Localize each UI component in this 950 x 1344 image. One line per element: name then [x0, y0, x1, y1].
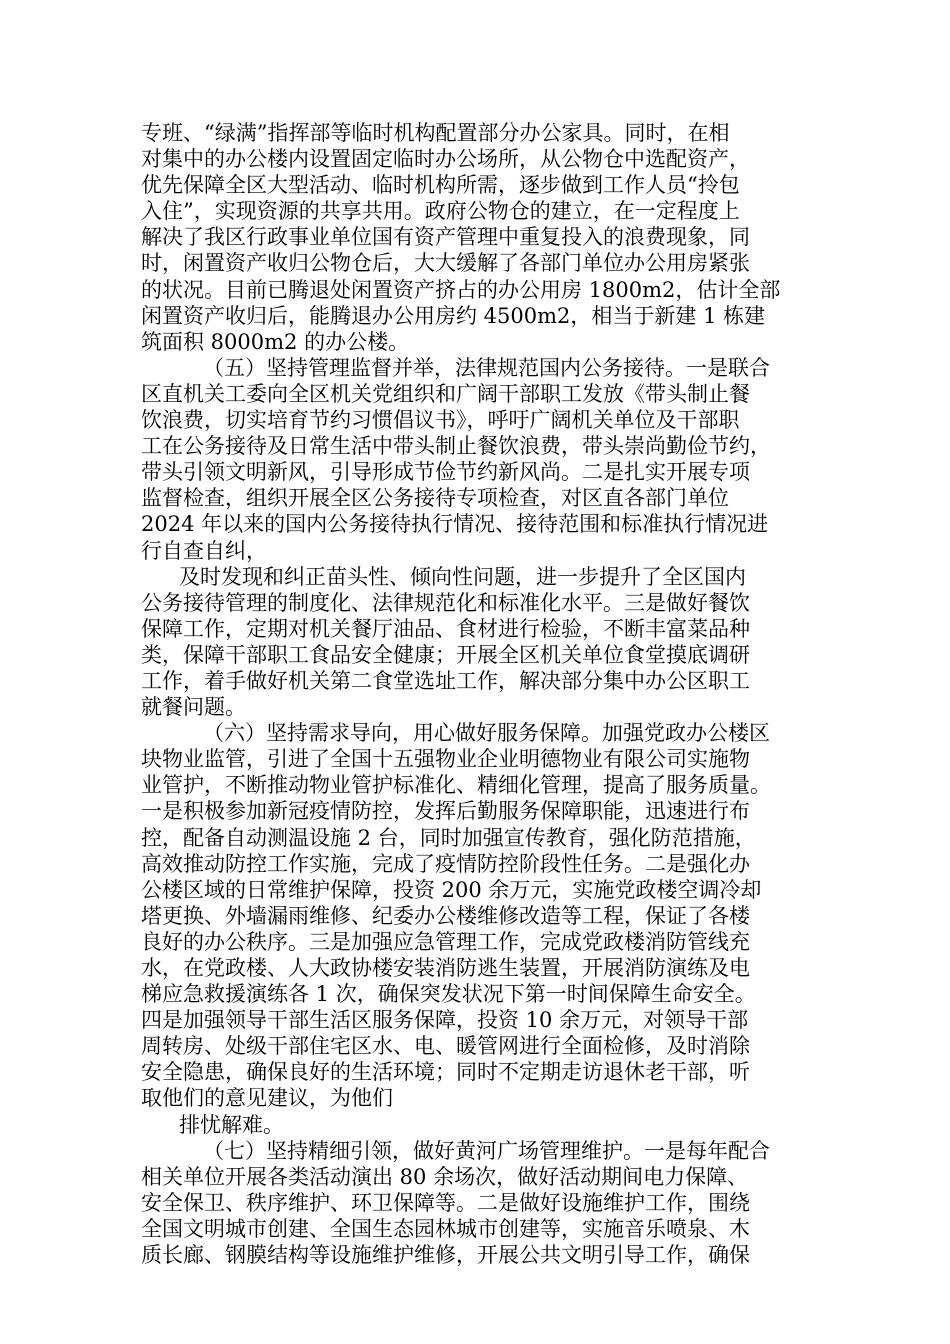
- text-line: 及时发现和纠正苗头性、倾向性问题，进一步提升了全区国内: [179, 564, 746, 589]
- text-line: 解决了我区行政事业单位国有资产管理中重复投入的浪费现象，同: [141, 225, 750, 250]
- text-line: 全国文明城市创建、全国生态园林城市创建等，实施音乐喷泉、木: [141, 1216, 750, 1241]
- text-line: 饮浪费，切实培育节约习惯倡议书》，呼吁广阔机关单位及干部职: [141, 408, 740, 433]
- text-line: 排忧解难。: [179, 1112, 284, 1137]
- text-line: 优先保障全区大型活动、临时机构所需，逐步做到工作人员“拎包: [141, 173, 740, 198]
- text-line: 区直机关工委向全区机关党组织和广阔干部职工发放《带头制止餐: [141, 381, 750, 406]
- paragraph-section-six-continued: [141, 1112, 811, 1138]
- text-line: 类，保障干部职工食品安全健康；开展全区机关单位食堂摸底调研: [141, 642, 750, 667]
- text-line: 安全隐患，确保良好的生活环境；同时不定期走访退休老干部，听: [141, 1060, 750, 1085]
- text-line: 公务接待管理的制度化、法律规范化和标准化水平。三是做好餐饮: [141, 590, 750, 615]
- text-line: 良好的办公秩序。三是加强应急管理工作，完成党政楼消防管线充: [141, 929, 750, 954]
- text-line: 时，闲置资产收归公物仓后，大大缓解了各部门单位办公用房紧张: [141, 251, 750, 276]
- document-page: [141, 120, 811, 1268]
- text-line: 筑面积 8000m2 的办公楼。: [141, 329, 410, 354]
- text-line: 工在公务接待及日常生活中带头制止餐饮浪费，带头崇尚勤俭节约，: [141, 434, 771, 459]
- text-line: 控，配备自动测温设施 2 台，同时加强宣传教育，强化防范措施，: [141, 825, 756, 850]
- paragraph-section-five: [141, 355, 811, 564]
- text-line: 的状况。目前已腾退处闲置资产挤占的办公用房 1800m2，估计全部: [141, 277, 781, 302]
- text-line: 块物业监管，引进了全国十五强物业企业明德物业有限公司实施物: [141, 747, 750, 772]
- text-line: 专班、“绿满”指挥部等临时机构配置部分办公家具。同时，在相: [141, 121, 730, 145]
- text-line: 2024 年以来的国内公务接待执行情况、接待范围和标准执行情况进: [141, 512, 769, 537]
- text-line: 安全保卫、秩序维护、环卫保障等。二是做好设施维护工作，围绕: [141, 1190, 750, 1215]
- text-line: 四是加强领导干部生活区服务保障，投资 10 余万元，对领导干部: [141, 1008, 749, 1033]
- text-line: 入住”，实现资源的共享共用。政府公物仓的建立，在一定程度上: [141, 199, 740, 224]
- text-line: 闲置资产收归后，能腾退办公用房约 4500m2，相当于新建 1 栋建: [141, 303, 766, 328]
- text-line: （六）坚持需求导向，用心做好服务保障。加强党政办公楼区: [203, 721, 770, 746]
- text-line: 工作，着手做好机关第二食堂选址工作，解决部分集中办公区职工: [141, 668, 750, 693]
- text-line: 质长廊、钢膜结构等设施维护维修，开展公共文明引导工作，确保: [141, 1243, 750, 1268]
- text-line: 取他们的意见建议，为他们: [141, 1086, 393, 1111]
- text-line: 对集中的办公楼内设置固定临时办公场所，从公物仓中选配资产，: [141, 147, 750, 172]
- text-line: 公楼区域的日常维护保障，投资 200 余万元，实施党政楼空调冷却: [141, 877, 762, 902]
- paragraph-section-seven: [141, 1138, 811, 1268]
- paragraph-section-six: [141, 720, 811, 1111]
- text-line: 相关单位开展各类活动演出 80 余场次，做好活动期间电力保障、: [141, 1164, 749, 1189]
- text-line: 水，在党政楼、人大政协楼安装消防逃生装置，开展消防演练及电: [141, 956, 750, 980]
- text-line: 周转房、处级干部住宅区水、电、暖管网进行全面检修，及时消除: [141, 1034, 750, 1059]
- text-line: （五）坚持管理监督并举，法律规范国内公务接待。一是联合: [203, 355, 770, 380]
- text-line: 塔更换、外墙漏雨维修、纪委办公楼维修改造等工程，保证了各楼: [141, 903, 750, 928]
- text-line: 监督检查，组织开展全区公务接待专项检查，对区直各部门单位: [141, 486, 729, 511]
- paragraph-section-five-continued: [141, 564, 811, 721]
- text-line: 高效推动防控工作实施，完成了疫情防控阶段性任务。二是强化办: [141, 851, 750, 876]
- text-line: （七）坚持精细引领，做好黄河广场管理维护。一是每年配合: [203, 1138, 770, 1163]
- paragraph-assets-warehouse: [141, 120, 811, 355]
- text-line: 带头引领文明新风，引导形成节俭节约新风尚。二是扎实开展专项: [141, 460, 750, 485]
- text-line: 就餐问题。: [141, 695, 246, 720]
- text-line: 梯应急救援演练各 1 次，确保突发状况下第一时间保障生命安全。: [141, 982, 756, 1007]
- text-line: 行自查自纠，: [141, 538, 267, 563]
- text-line: 一是积极参加新冠疫情防控，发挥后勤服务保障职能，迅速进行布: [141, 799, 750, 824]
- text-line: 保障工作，定期对机关餐厅油品、食材进行检验，不断丰富菜品种: [141, 616, 750, 641]
- text-line: 业管护，不断推动物业管护标准化、精细化管理，提高了服务质量。: [141, 773, 771, 798]
